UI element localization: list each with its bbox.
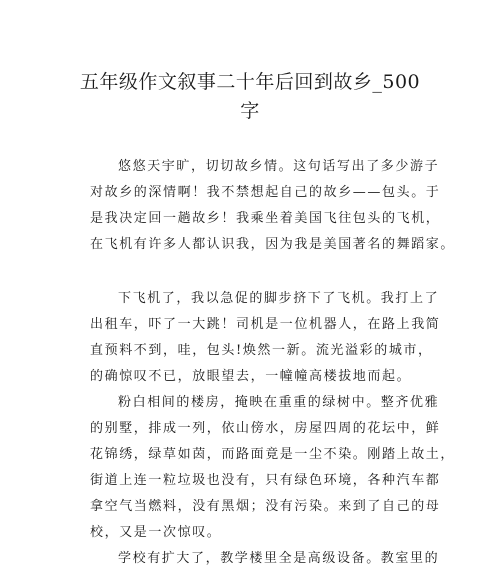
- paragraph-2-line-2: 出租车，吓了一大跳！司机是一位机器人，在路上我简: [90, 317, 441, 332]
- paragraph-2-line-3: 直预料不到，哇，包头!焕然一新。流光溢彩的城市，: [90, 343, 433, 358]
- paragraph-3-line-3: 花锦绣，绿草如茵，而路面竟是一尘不染。刚踏上故土，: [90, 447, 456, 462]
- paragraph-3-line-4: 街道上连一粒垃圾也没有，只有绿色环境，各种汽车都: [90, 473, 441, 488]
- paragraph-3-line-2: 的别墅，排成一列，依山傍水，房屋四周的花坛中，鲜: [90, 421, 441, 436]
- paragraph-1-line-3: 是我决定回一趟故乡！我乘坐着美国飞往包头的飞机，: [90, 211, 441, 226]
- paragraph-1-line-4: 在飞机有许多人都认识我，因为我是美国著名的舞蹈家。: [90, 237, 456, 252]
- paragraph-2-line-1: 下飞机了，我以急促的脚步挤下了飞机。我打上了: [118, 291, 440, 306]
- paragraph-1-line-1: 悠悠天宇旷，切切故乡情。这句话写出了多少游子: [118, 159, 440, 174]
- document-title: [60, 68, 440, 126]
- title-line-1: 五年级作文叙事二十年后回到故乡_500: [79, 71, 421, 93]
- paragraph-1-line-2: 对故乡的深情啊！我不禁想起自己的故乡——包头。于: [90, 185, 441, 200]
- paragraph-2-line-4: 的确惊叹不已，放眼望去，一幢幢高楼拔地而起。: [90, 369, 412, 384]
- paragraph-3-line-5: 拿空气当燃料，没有黑烟；没有污染。来到了自己的母: [90, 499, 441, 514]
- paragraph-4-line-1: 学校有扩大了，教学楼里全是高级设备。教室里的: [118, 551, 440, 566]
- title-line-2: 字: [240, 100, 260, 122]
- paragraph-3-line-1: 粉白相间的楼房，掩映在重重的绿树中。整齐优雅: [118, 395, 440, 410]
- paragraph-3-line-6: 校，又是一次惊叹。: [90, 525, 222, 540]
